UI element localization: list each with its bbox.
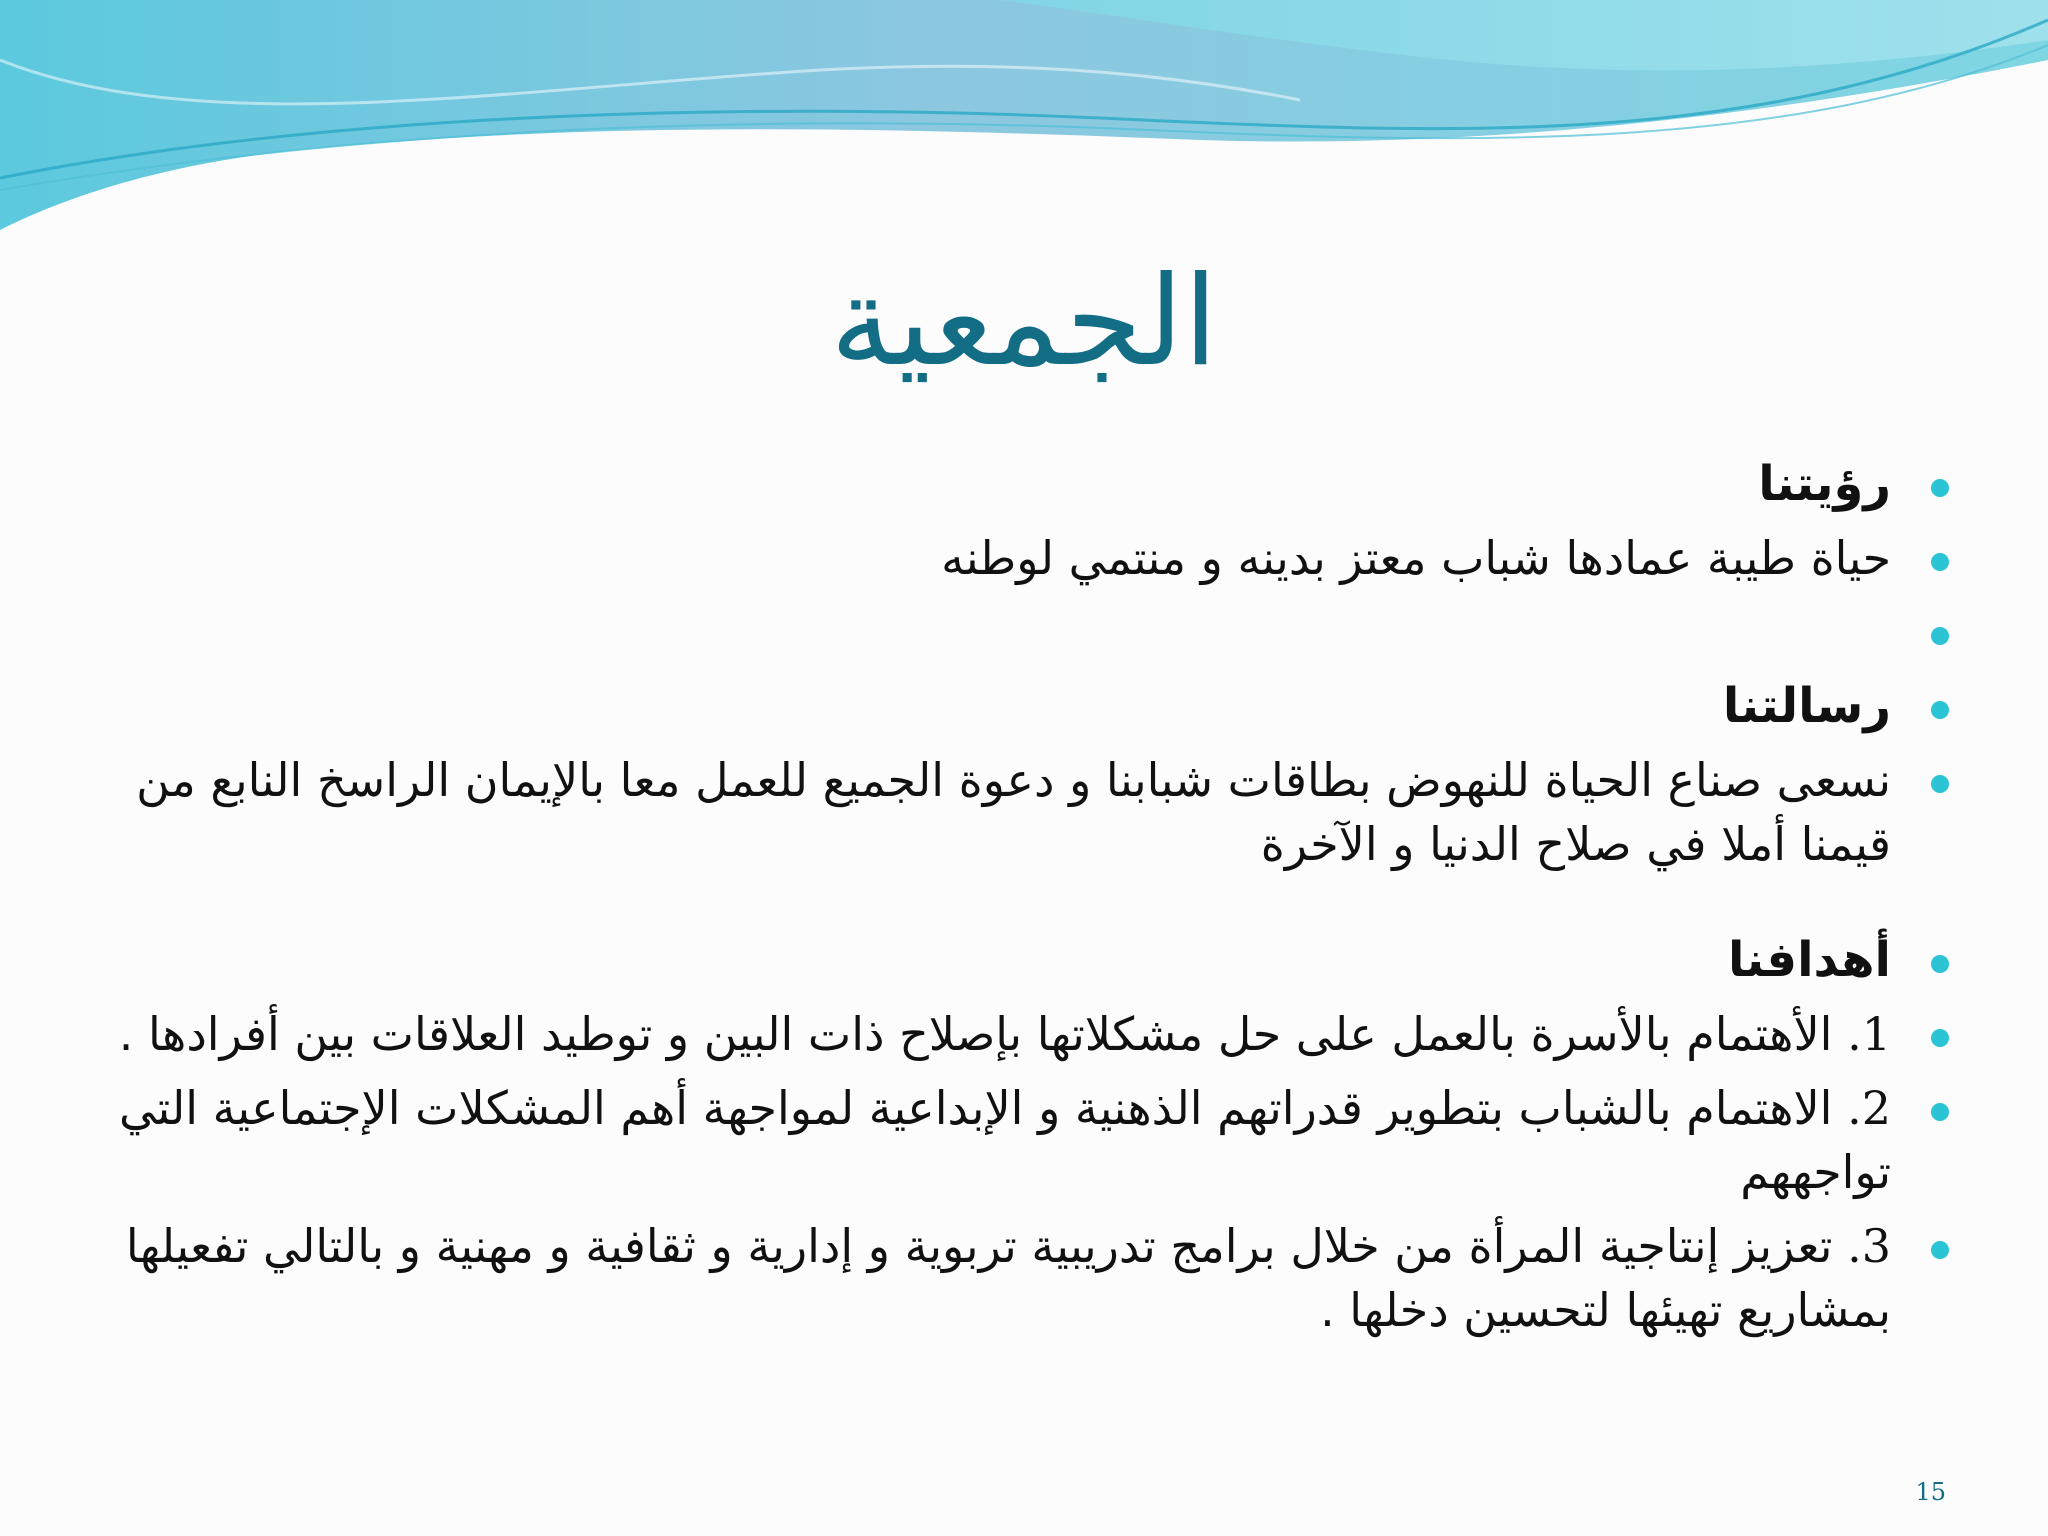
goal-text: الاهتمام بالشباب بتطوير قدراتهم الذهنية و الإبداعية لمواجهة أهم المشكلات الإجتماعية التي تواجههم (118, 1081, 1891, 1199)
bullet-text: نسعى صناع الحياة للنهوض بطاقات شبابنا و دعوة الجميع للعمل معا بالإيمان الراسخ النابع من قيمنا أملا في صلاح الدنيا و الآخرة (136, 753, 1891, 871)
bullet-item-goal-2 (113, 1076, 1893, 1204)
bullet-text: رؤيتنا (1758, 456, 1891, 512)
bullet-item-vision-text (113, 526, 1893, 590)
bullet-item-mission-heading (113, 674, 1893, 738)
bullet-icon (1931, 1103, 1949, 1121)
goal-text: الأهتمام بالأسرة بالعمل على حل مشكلاتها بإصلاح ذات البين و توطيد العلاقات بين أفرادها . (118, 1007, 1833, 1061)
page-number: 15 (1915, 1478, 1946, 1506)
slide-content (113, 452, 1893, 1352)
goal-text: تعزيز إنتاجية المرأة من خلال برامج تدريبية تربوية و إدارية و ثقافية و مهنية و بالتالي تفعيلها بمشاريع تهيئها لتحسين دخلها . (125, 1219, 1891, 1337)
bullet-icon (1931, 955, 1949, 973)
bullet-item-goal-3 (113, 1214, 1893, 1342)
bullet-icon (1931, 479, 1949, 497)
goal-number: 2. (1847, 1081, 1891, 1135)
bullet-item-empty (113, 600, 1893, 664)
bullet-text: رسالتنا (1722, 678, 1891, 734)
bullet-icon (1931, 553, 1949, 571)
bullet-text: حياة طيبة عمادها شباب معتز بدينه و منتمي لوطنه (941, 531, 1891, 585)
bullet-text: أهدافنا (1728, 932, 1891, 988)
bullet-icon (1931, 701, 1949, 719)
bullet-icon (1931, 1029, 1949, 1047)
bullet-item-vision-heading (113, 452, 1893, 516)
goal-number: 3. (1847, 1219, 1891, 1273)
bullet-item-mission-text (113, 748, 1893, 876)
bullet-icon (1931, 775, 1949, 793)
goal-number: 1. (1847, 1007, 1891, 1061)
bullet-icon (1931, 627, 1949, 645)
bullet-item-goal-1 (113, 1002, 1893, 1066)
bullet-item-goals-heading (113, 928, 1893, 992)
wave-header-decoration (0, 0, 2048, 240)
bullet-list (113, 452, 1893, 1342)
slide-title: الجمعية (830, 250, 1218, 394)
bullet-icon (1931, 1241, 1949, 1259)
